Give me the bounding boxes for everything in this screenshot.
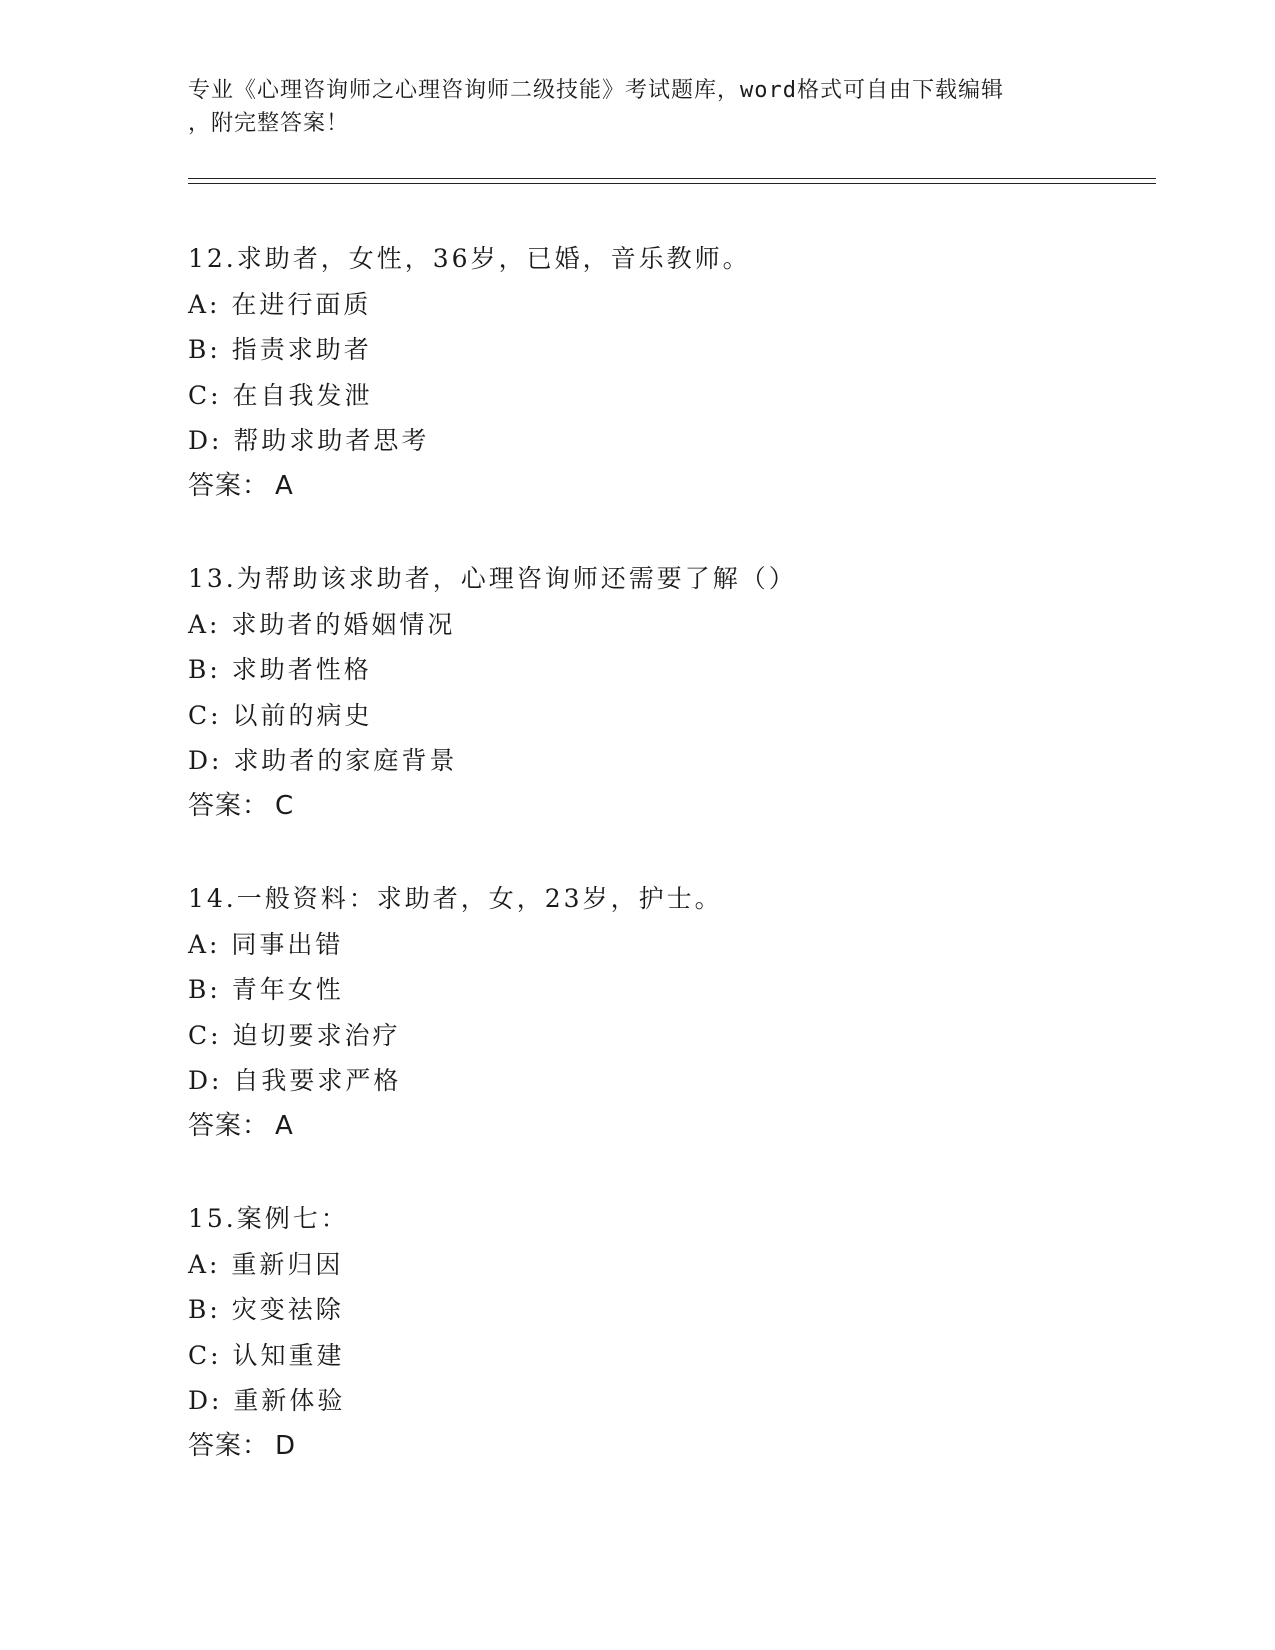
answer-line: [188, 1424, 1148, 1470]
option-b: B: 青年女性: [188, 975, 344, 1004]
answer-value: C: [275, 790, 295, 821]
answer-line: [188, 1104, 1148, 1150]
option-a: A: 在进行面质: [188, 289, 372, 319]
option-a: A: 重新归因: [188, 1249, 344, 1279]
header-line-1: 专业《心理咨询师之心理咨询师二级技能》考试题库，word格式可自由下载编辑: [188, 78, 1004, 103]
header-divider-bottom: [188, 183, 1156, 184]
question-stem: 14.一般资料：求助者，女，23岁，护士。: [188, 884, 723, 913]
question-stem: 15.案例七：: [188, 1204, 349, 1233]
option-a: A: 求助者的婚姻情况: [188, 609, 456, 639]
option-c: C: 以前的病史: [188, 700, 373, 730]
option-d: D: 帮助求助者思考: [188, 426, 430, 455]
question-15: [188, 1196, 1148, 1516]
answer-value: A: [275, 1110, 294, 1141]
answer-label: 答案：: [188, 790, 270, 821]
option-c: C: 迫切要求治疗: [188, 1020, 401, 1050]
answer-value: A: [275, 470, 294, 501]
answer-value: D: [275, 1430, 297, 1461]
question-12: [188, 236, 1148, 556]
option-d: D: 求助者的家庭背景: [188, 746, 458, 775]
header-divider-top: [188, 178, 1156, 179]
question-stem: 13.为帮助该求助者，心理咨询师还需要了解（）: [188, 564, 797, 593]
option-b: B: 灾变祛除: [188, 1295, 344, 1324]
question-list: [188, 236, 1148, 1516]
question-stem: 12.求助者，女性，36岁，已婚，音乐教师。: [188, 244, 751, 273]
answer-label: 答案：: [188, 1430, 270, 1461]
question-14: [188, 876, 1148, 1196]
answer-line: [188, 464, 1148, 510]
answer-label: 答案：: [188, 470, 270, 501]
option-a: A: 同事出错: [188, 929, 344, 959]
answer-label: 答案：: [188, 1110, 270, 1141]
document-header: [188, 74, 1068, 140]
option-d: D: 重新体验: [188, 1386, 346, 1415]
option-b: B: 求助者性格: [188, 655, 372, 684]
option-c: C: 认知重建: [188, 1340, 345, 1370]
answer-line: [188, 784, 1148, 830]
option-d: D: 自我要求严格: [188, 1066, 402, 1095]
question-13: [188, 556, 1148, 876]
option-b: B: 指责求助者: [188, 335, 372, 364]
option-c: C: 在自我发泄: [188, 380, 373, 410]
header-line-2: ，附完整答案！: [188, 111, 350, 136]
